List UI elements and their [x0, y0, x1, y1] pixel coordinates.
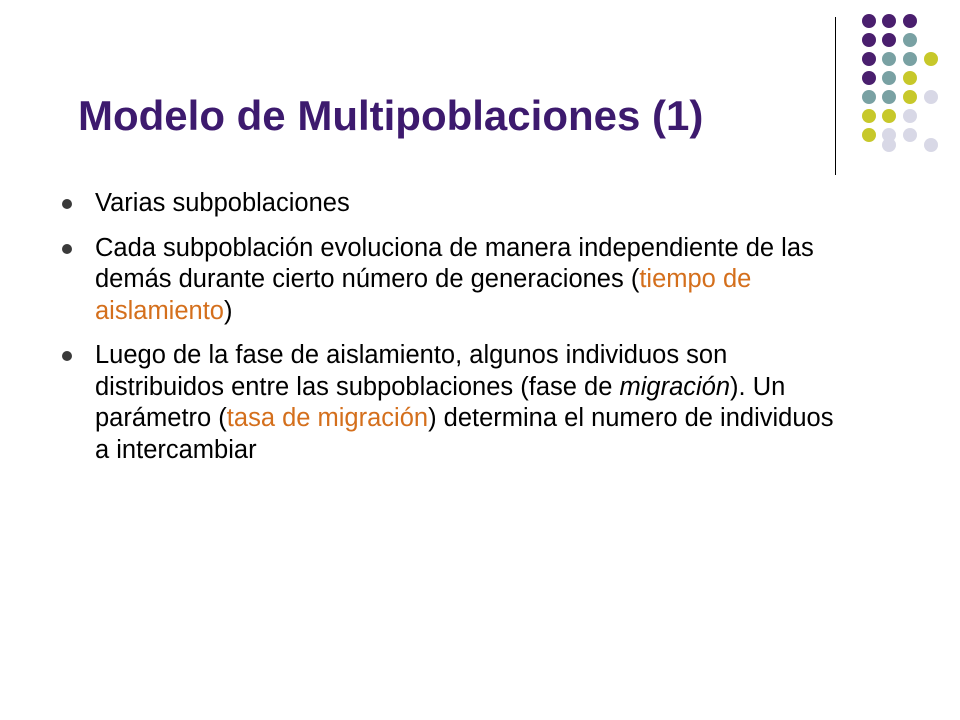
- decorative-dot: [862, 90, 876, 104]
- decorative-dot: [862, 52, 876, 66]
- bullet-text-part: Varias subpoblaciones: [95, 189, 350, 217]
- bullet-text-part: Cada subpoblación evoluciona de manera independiente de las demás durante cierto número de generaciones (: [95, 233, 814, 293]
- decorative-dot: [862, 33, 876, 47]
- bullet-list: [62, 188, 852, 479]
- bullet-text-part: Luego de la fase de aislamiento, algunos individuos son distribuidos entre las subpoblaciones (fase de: [95, 341, 728, 401]
- highlight-text: tiempo de aislamiento: [95, 265, 752, 325]
- decorative-dot: [882, 90, 896, 104]
- decorative-dot: [882, 14, 896, 28]
- bullet-text: [95, 234, 814, 325]
- decorative-dot: [924, 138, 938, 152]
- bullet-icon: [62, 351, 72, 361]
- bullet-text: [95, 189, 350, 217]
- decorative-dot: [903, 52, 917, 66]
- decorative-dot: [903, 128, 917, 142]
- bullet-text-part: ). Un parámetro (: [95, 372, 786, 432]
- decorative-dot: [862, 109, 876, 123]
- decorative-dot: [862, 14, 876, 28]
- bullet-icon: [62, 199, 72, 209]
- decorative-dot: [882, 71, 896, 85]
- decorative-dot: [903, 14, 917, 28]
- bullet-text: [95, 341, 833, 464]
- bullet-text-part: ) determina el numero de individuos a intercambiar: [95, 404, 834, 464]
- decorative-dot: [882, 138, 896, 152]
- decorative-vertical-line: [835, 17, 836, 175]
- bullet-item: [62, 233, 852, 328]
- highlight-text: tasa de migración: [226, 404, 429, 432]
- decorative-dot: [882, 33, 896, 47]
- bullet-item: [62, 188, 852, 220]
- bullet-icon: [62, 244, 72, 254]
- decorative-dot: [903, 109, 917, 123]
- decorative-dot: [924, 90, 938, 104]
- bullet-item: [62, 340, 852, 466]
- slide-title: Modelo de Multipoblaciones (1): [78, 92, 704, 139]
- decorative-dot: [924, 52, 938, 66]
- decorative-dot: [903, 33, 917, 47]
- italic-text: migración: [619, 372, 731, 401]
- decorative-dot: [903, 90, 917, 104]
- decorative-dot: [903, 71, 917, 85]
- decorative-dot: [862, 71, 876, 85]
- decorative-dot: [882, 52, 896, 66]
- decorative-dot: [882, 109, 896, 123]
- decorative-dot: [862, 128, 876, 142]
- bullet-text-part: ): [223, 296, 233, 325]
